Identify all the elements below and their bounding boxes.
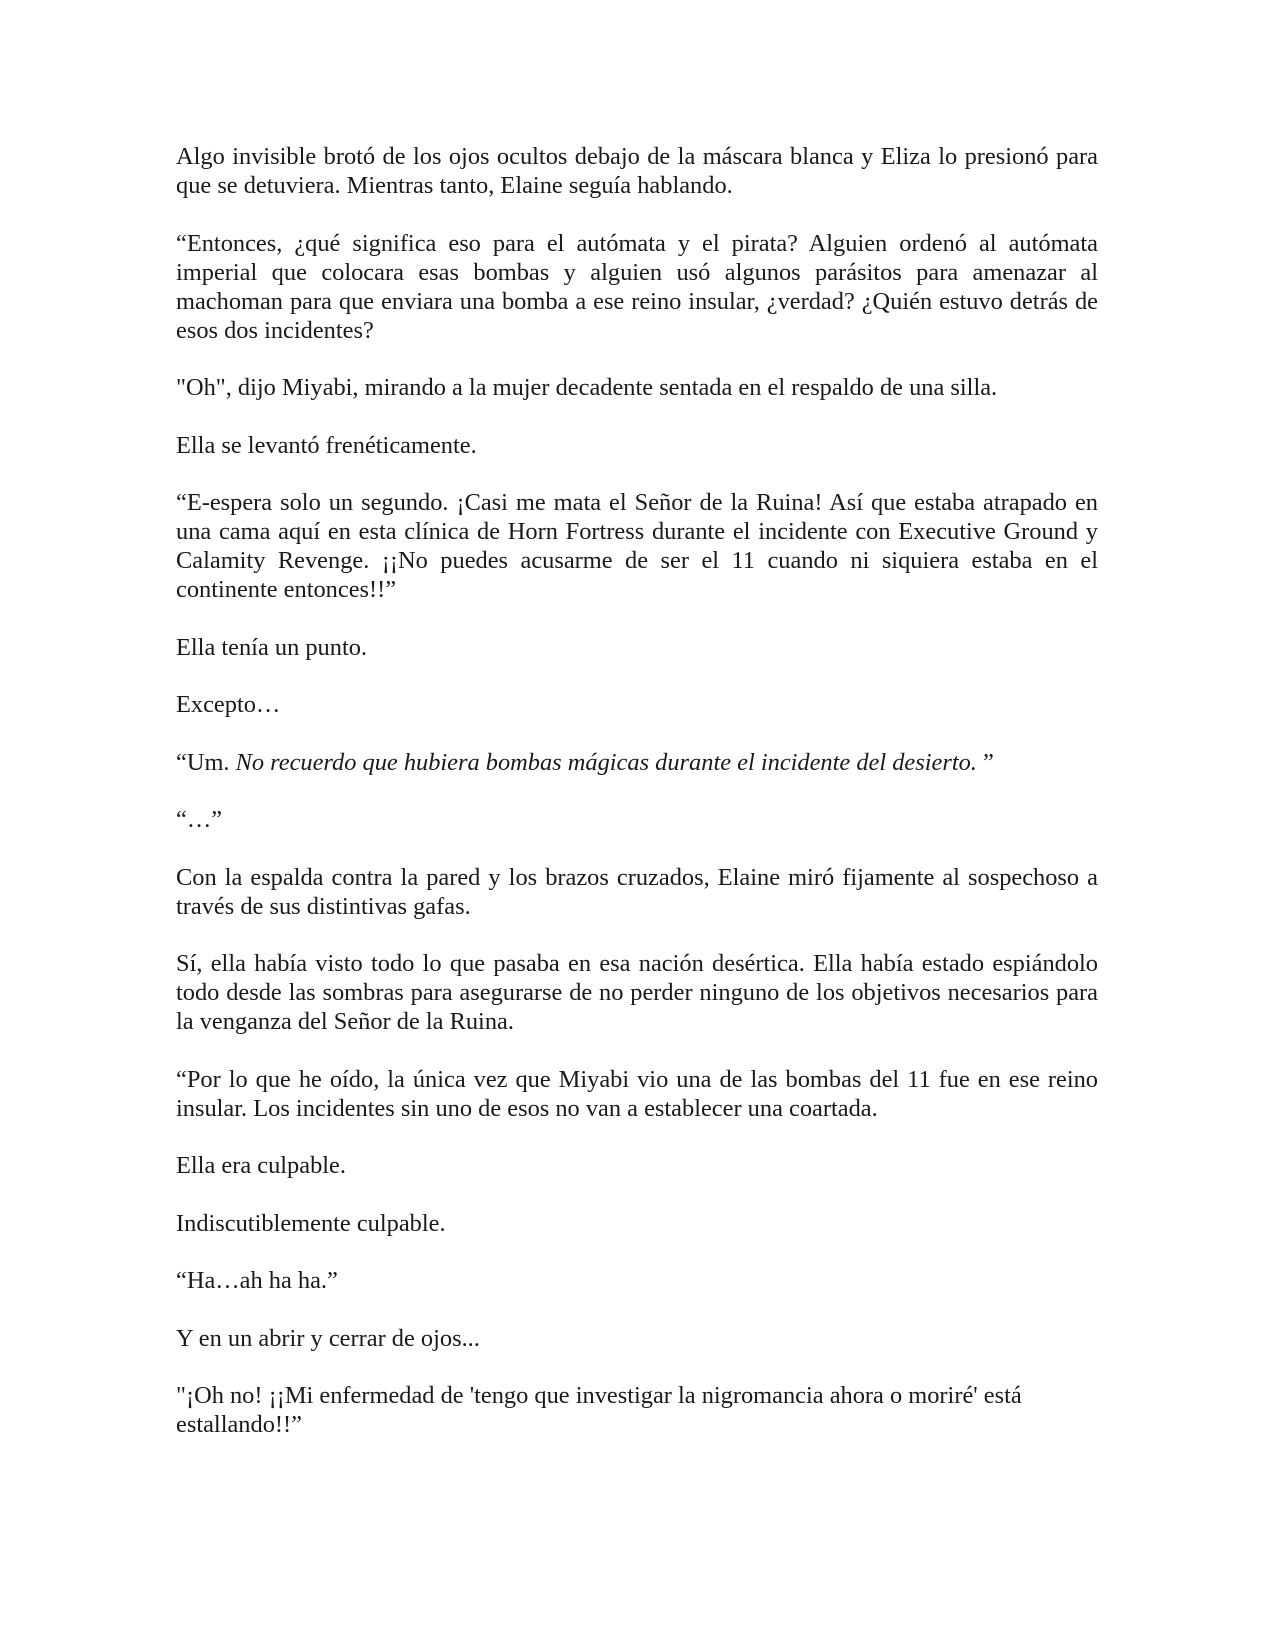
- paragraph: “Ha…ah ha ha.”: [176, 1267, 338, 1294]
- paragraph: Algo invisible brotó de los ojos ocultos debajo de la máscara blanca y Eliza lo presionó para que se detuviera. Mientras tanto, Elaine seguía hablando.: [176, 143, 1098, 199]
- paragraph: “Por lo que he oído, la única vez que Miyabi vio una de las bombas del 11 fue en ese reino insular. Los incidentes sin uno de esos no van a establecer una coartada.: [176, 1065, 1098, 1122]
- paragraph: Ella tenía un punto.: [176, 633, 368, 661]
- paragraph: Con la espalda contra la pared y los brazos cruzados, Elaine miró fijamente al sospechoso a través de sus distintivas gafas.: [176, 863, 1098, 920]
- paragraph-prefix: “Um.: [176, 748, 236, 776]
- paragraph: Ella era culpable.: [176, 1152, 346, 1179]
- paragraph: "¡Oh no! ¡¡Mi enfermedad de 'tengo que investigar la nigromancia ahora o moriré' está estallando!!”: [176, 1382, 1022, 1438]
- paragraph-with-italic: [176, 748, 1098, 777]
- paragraph: “Entonces, ¿qué significa eso para el autómata y el pirata? Alguien ordenó al autómata imperial que colocara esas bombas y alguien usó algunos parásitos para amenazar al machoman para que enviara una bomba a ese reino insular, ¿verdad? ¿Quién estuvo detrás de esos dos incidentes?: [176, 229, 1098, 344]
- paragraph: “…”: [176, 806, 223, 833]
- paragraph: Ella se levantó frenéticamente.: [176, 431, 477, 459]
- paragraph: Y en un abrir y cerrar de ojos...: [176, 1324, 480, 1352]
- paragraph-italic-text: No recuerdo que hubiera bombas mágicas durante el incidente del desierto.: [235, 748, 977, 776]
- paragraph: “E-espera solo un segundo. ¡Casi me mata el Señor de la Ruina! Así que estaba atrapado en una cama aquí en esta clínica de Horn Fortress durante el incidente con Executive Ground y Calamity Revenge. ¡¡No puedes acusarme de ser el 11 cuando ni siquiera estaba en el continente entonces!!”: [176, 489, 1098, 603]
- document-body: [176, 142, 1098, 1468]
- paragraph: Sí, ella había visto todo lo que pasaba en esa nación desértica. Ella había estado espiándolo todo desde las sombras para asegurarse de no perder ninguno de los objetivos necesarios para la venganza del Señor de la Ruina.: [176, 950, 1098, 1035]
- paragraph-suffix: ”: [976, 748, 994, 776]
- paragraph: Excepto…: [176, 691, 281, 718]
- paragraph: "Oh", dijo Miyabi, mirando a la mujer decadente sentada en el respaldo de una silla.: [176, 374, 998, 401]
- paragraph: Indiscutiblemente culpable.: [176, 1209, 446, 1237]
